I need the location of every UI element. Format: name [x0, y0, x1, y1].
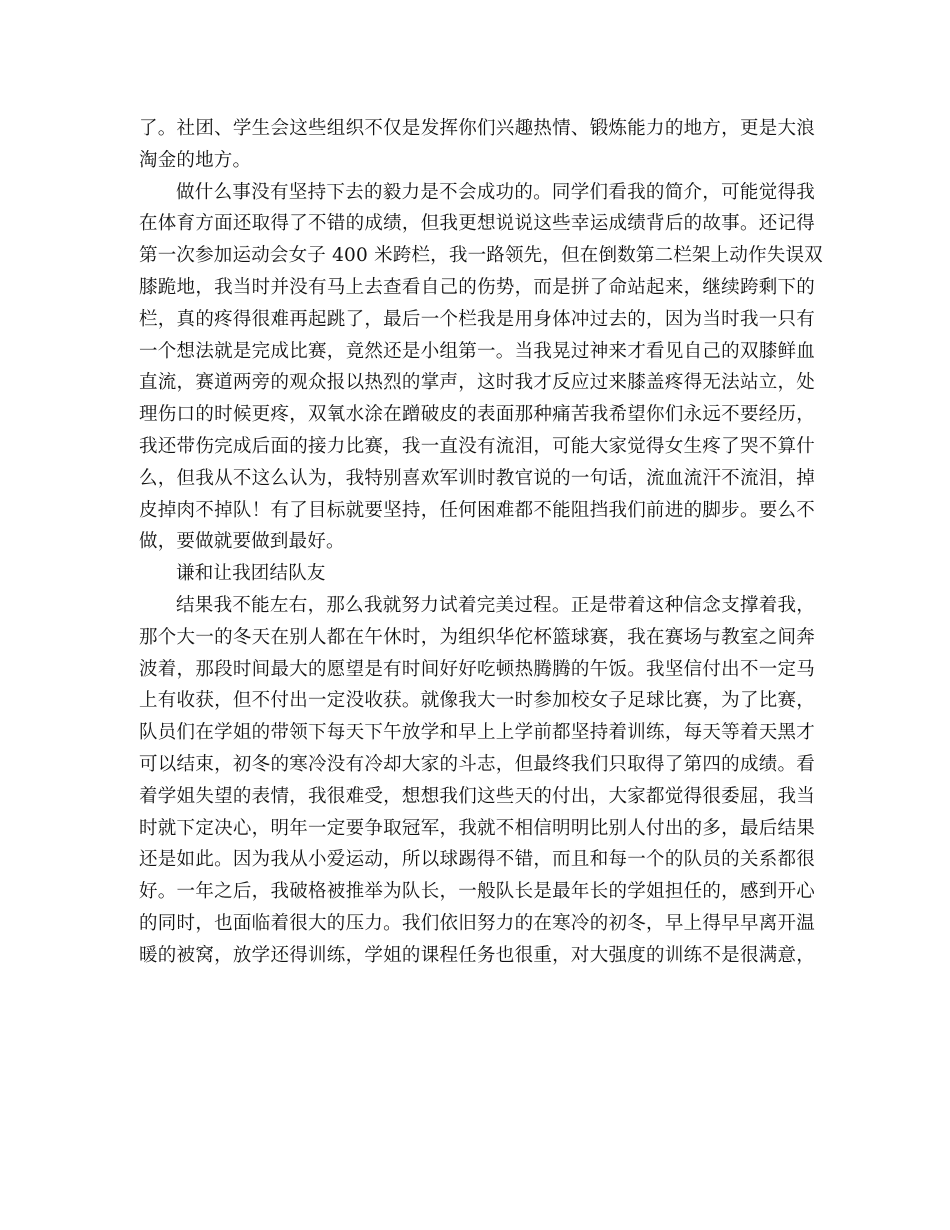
text-line: 暖的被窝，放学还得训练，学姐的课程任务也很重，对大强度的训练不是很满意，: [139, 944, 815, 966]
text-line: 还是如此。因为我从小爱运动，所以球踢得不错，而且和每一个的队员的关系都很: [139, 849, 815, 871]
text-line: 直流，赛道两旁的观众报以热烈的掌声，这时我才反应过来膝盖疼得无法站立，处: [139, 372, 815, 394]
paragraph-start-line: 结果我不能左右，那么我就努力试着完美过程。正是带着这种信念支撑着我，: [176, 594, 815, 616]
text-line: 那个大一的冬天在别人都在午休时，为组织华佗杯篮球赛，我在赛场与教室之间奔: [139, 626, 815, 648]
text-line: 一个想法就是完成比赛，竟然还是小组第一。当我晃过神来才看见自己的双膝鲜血: [139, 340, 815, 362]
text-line: 时就下定决心，明年一定要争取冠军，我就不相信明明比别人付出的多，最后结果: [139, 817, 815, 839]
section-heading: 谦和让我团结队友: [176, 563, 326, 585]
text-line: 可以结束，初冬的寒冷没有冷却大家的斗志，但最终我们只取得了第四的成绩。看: [139, 753, 815, 775]
document-body: [139, 113, 823, 972]
paragraph-start-line: 做什么事没有坚持下去的毅力是不会成功的。同学们看我的简介，可能觉得我: [176, 181, 815, 203]
text-line: 么，但我从不这么认为，我特别喜欢军训时教官说的一句话，流血流汗不流泪，掉: [139, 467, 815, 489]
text-line: 着学姐失望的表情，我很难受，想想我们这些天的付出，大家都觉得很委屈，我当: [139, 785, 815, 807]
text-line: 队员们在学姐的带领下每天下午放学和早上上学前都坚持着训练，每天等着天黑才: [139, 722, 815, 744]
text-line: 做，要做就要做到最好。: [139, 531, 345, 553]
text-line: 了。社团、学生会这些组织不仅是发挥你们兴趣热情、锻炼能力的地方，更是大浪: [139, 118, 815, 139]
text-line: 上有收获，但不付出一定没收获。就像我大一时参加校女子足球比赛，为了比赛，: [139, 690, 815, 712]
text-line: 理伤口的时候更疼，双氧水涂在蹭破皮的表面那种痛苦我希望你们永远不要经历，: [139, 404, 815, 426]
text-line: 皮掉肉不掉队！有了目标就要坚持，任何困难都不能阻挡我们前进的脚步。要么不: [139, 499, 815, 521]
text-line: 栏，真的疼得很难再起跳了，最后一个栏我是用身体冲过去的，因为当时我一只有: [139, 308, 815, 330]
text-line: 的同时，也面临着很大的压力。我们依旧努力的在寒冷的初冬，早上得早早离开温: [139, 912, 815, 934]
text-line: 第一次参加运动会女子 400 米跨栏，我一路领先，但在倒数第二栏架上动作失误双: [139, 245, 823, 267]
text-line: 淘金的地方。: [139, 149, 252, 171]
text-line: 膝跪地，我当时并没有马上去查看自己的伤势，而是拼了命站起来，继续跨剩下的: [139, 276, 815, 298]
text-line: 好。一年之后，我破格被推举为队长，一般队长是最年长的学姐担任的，感到开心: [139, 881, 815, 903]
text-line: 波着，那段时间最大的愿望是有时间好好吃顿热腾腾的午饭。我坚信付出不一定马: [139, 658, 815, 680]
text-line: 我还带伤完成后面的接力比赛，我一直没有流泪，可能大家觉得女生疼了哭不算什: [139, 435, 815, 457]
text-line: 在体育方面还取得了不错的成绩，但我更想说说这些幸运成绩背后的故事。还记得: [139, 213, 815, 235]
